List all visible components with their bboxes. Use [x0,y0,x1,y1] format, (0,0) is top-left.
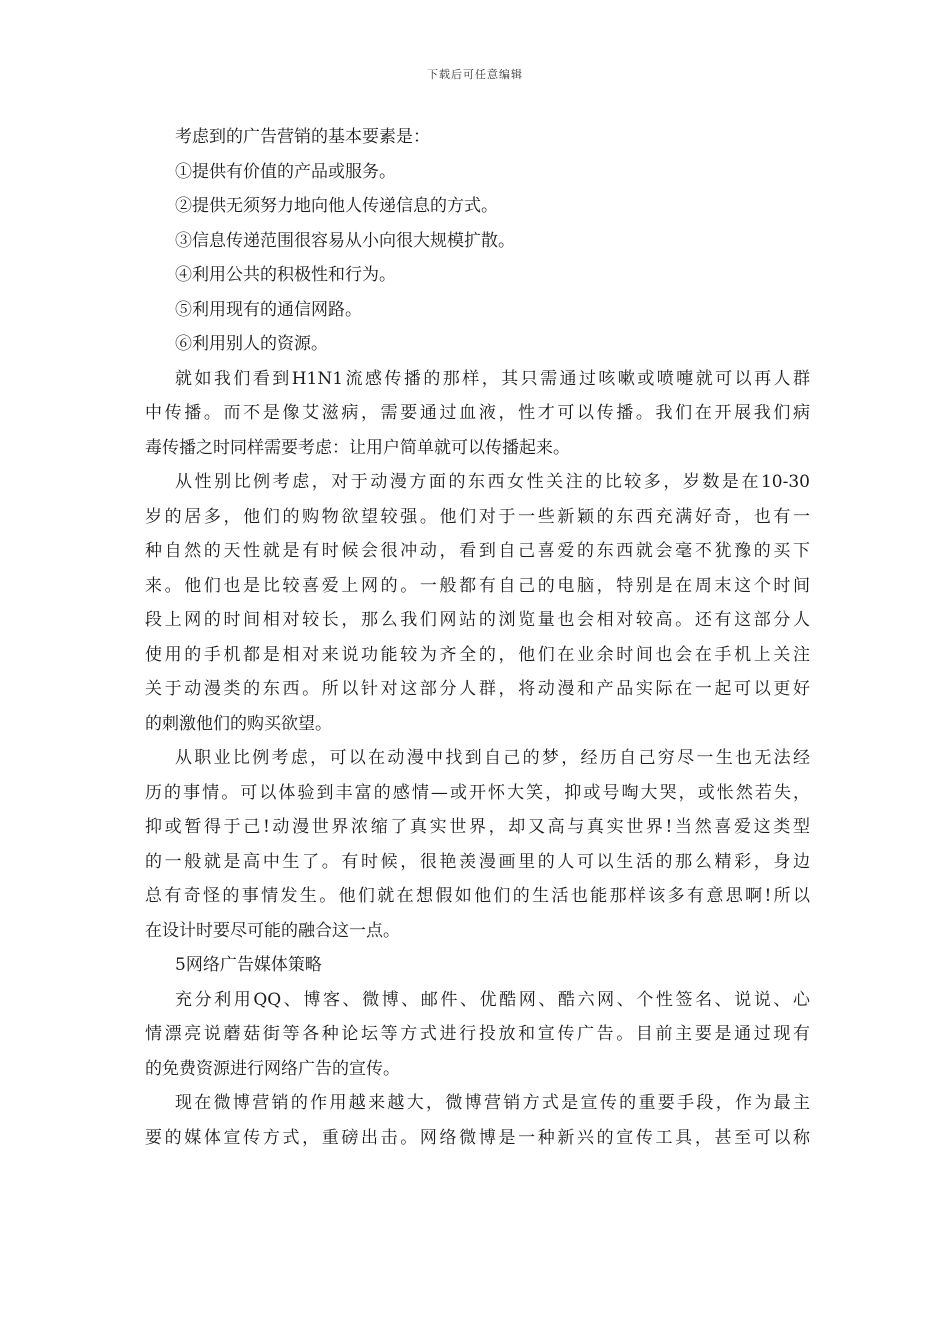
text-line: 总有奇怪的事情发生。他们就在想假如他们的生活也能那样该多有意思啊!所以 [145,886,810,906]
text-line: ④利用公共的积极性和行为。 [175,265,396,285]
text-line: 情漂亮说蘑菇街等各种论坛等方式进行投放和宣传广告。目前主要是通过现有 [145,1024,810,1044]
text-line: 关于动漫类的东西。所以针对这部分人群，将动漫和产品实际在一起可以更好 [145,679,810,699]
text-line: 的免费资源进行网络广告的宣传。 [145,1058,400,1079]
text-line: 来。他们也是比较喜爱上网的。一般都有自己的电脑，特别是在周末这个时间 [145,575,810,596]
text-line: 种自然的天性就是有时候会很冲动，看到自己喜爱的东西就会毫不犹豫的买下 [145,541,810,561]
text-line: 的一般就是高中生了。有时候，很艳羡漫画里的人可以生活的那么精彩，身边 [145,851,810,872]
text-line: 现在微博营销的作用越来越大，微博营销方式是宣传的重要手段，作为最主 [175,1093,810,1113]
text-line: 充分利用QQ、博客、微博、邮件、优酷网、酷六网、个性签名、说说、心 [175,989,810,1010]
text-line: 使用的手机都是相对来说功能较为齐全的，他们在业余时间也会在手机上关注 [145,644,810,665]
text-line: ②提供无须努力地向他人传递信息的方式。 [175,196,498,216]
text-line: ⑤利用现有的通信网路。 [175,299,362,320]
text-line: 毒传播之时同样需要考虑：让用户简单就可以传播起来。 [145,437,570,458]
document-body [145,120,810,1155]
text-line: 要的媒体宣传方式，重磅出击。网络微博是一种新兴的宣传工具，甚至可以称 [145,1127,810,1148]
text-line: ①提供有价值的产品或服务。 [175,161,396,182]
text-line: 历的事情。可以体验到丰富的感情—或开怀大笑，抑或号啕大哭，或怅然若失， [145,782,810,803]
text-line: 中传播。而不是像艾滋病，需要通过血液，性才可以传播。我们在开展我们病 [145,403,810,423]
text-line: 5网络广告媒体策略 [175,955,322,975]
text-line: 岁的居多，他们的购物欲望较强。他们对于一些新颖的东西充满好奇，也有一 [145,506,810,527]
text-line: 就如我们看到H1N1流感传播的那样，其只需通过咳嗽或喷嚏就可以再人群 [175,368,810,389]
page-header: 下载后可任意编辑 [427,68,523,81]
text-line: ③信息传递范围很容易从小向很大规模扩散。 [175,230,515,251]
text-line: 在设计时要尽可能的融合这一点。 [145,920,400,941]
text-line: 的刺激他们的购买欲望。 [145,713,332,734]
text-line: 考虑到的广告营销的基本要素是： [175,127,430,147]
text-line: 抑或暂得于己!动漫世界浓缩了真实世界，却又高与真实世界!当然喜爱这类型 [145,817,810,837]
text-line: 段上网的时间相对较长，那么我们网站的浏览量也会相对较高。还有这部分人 [145,610,810,630]
text-line: 从职业比例考虑，可以在动漫中找到自己的梦，经历自己穷尽一生也无法经 [175,748,810,768]
text-line: ⑥利用别人的资源。 [175,334,328,354]
text-line: 从性别比例考虑，对于动漫方面的东西女性关注的比较多，岁数是在10-30 [175,472,810,492]
